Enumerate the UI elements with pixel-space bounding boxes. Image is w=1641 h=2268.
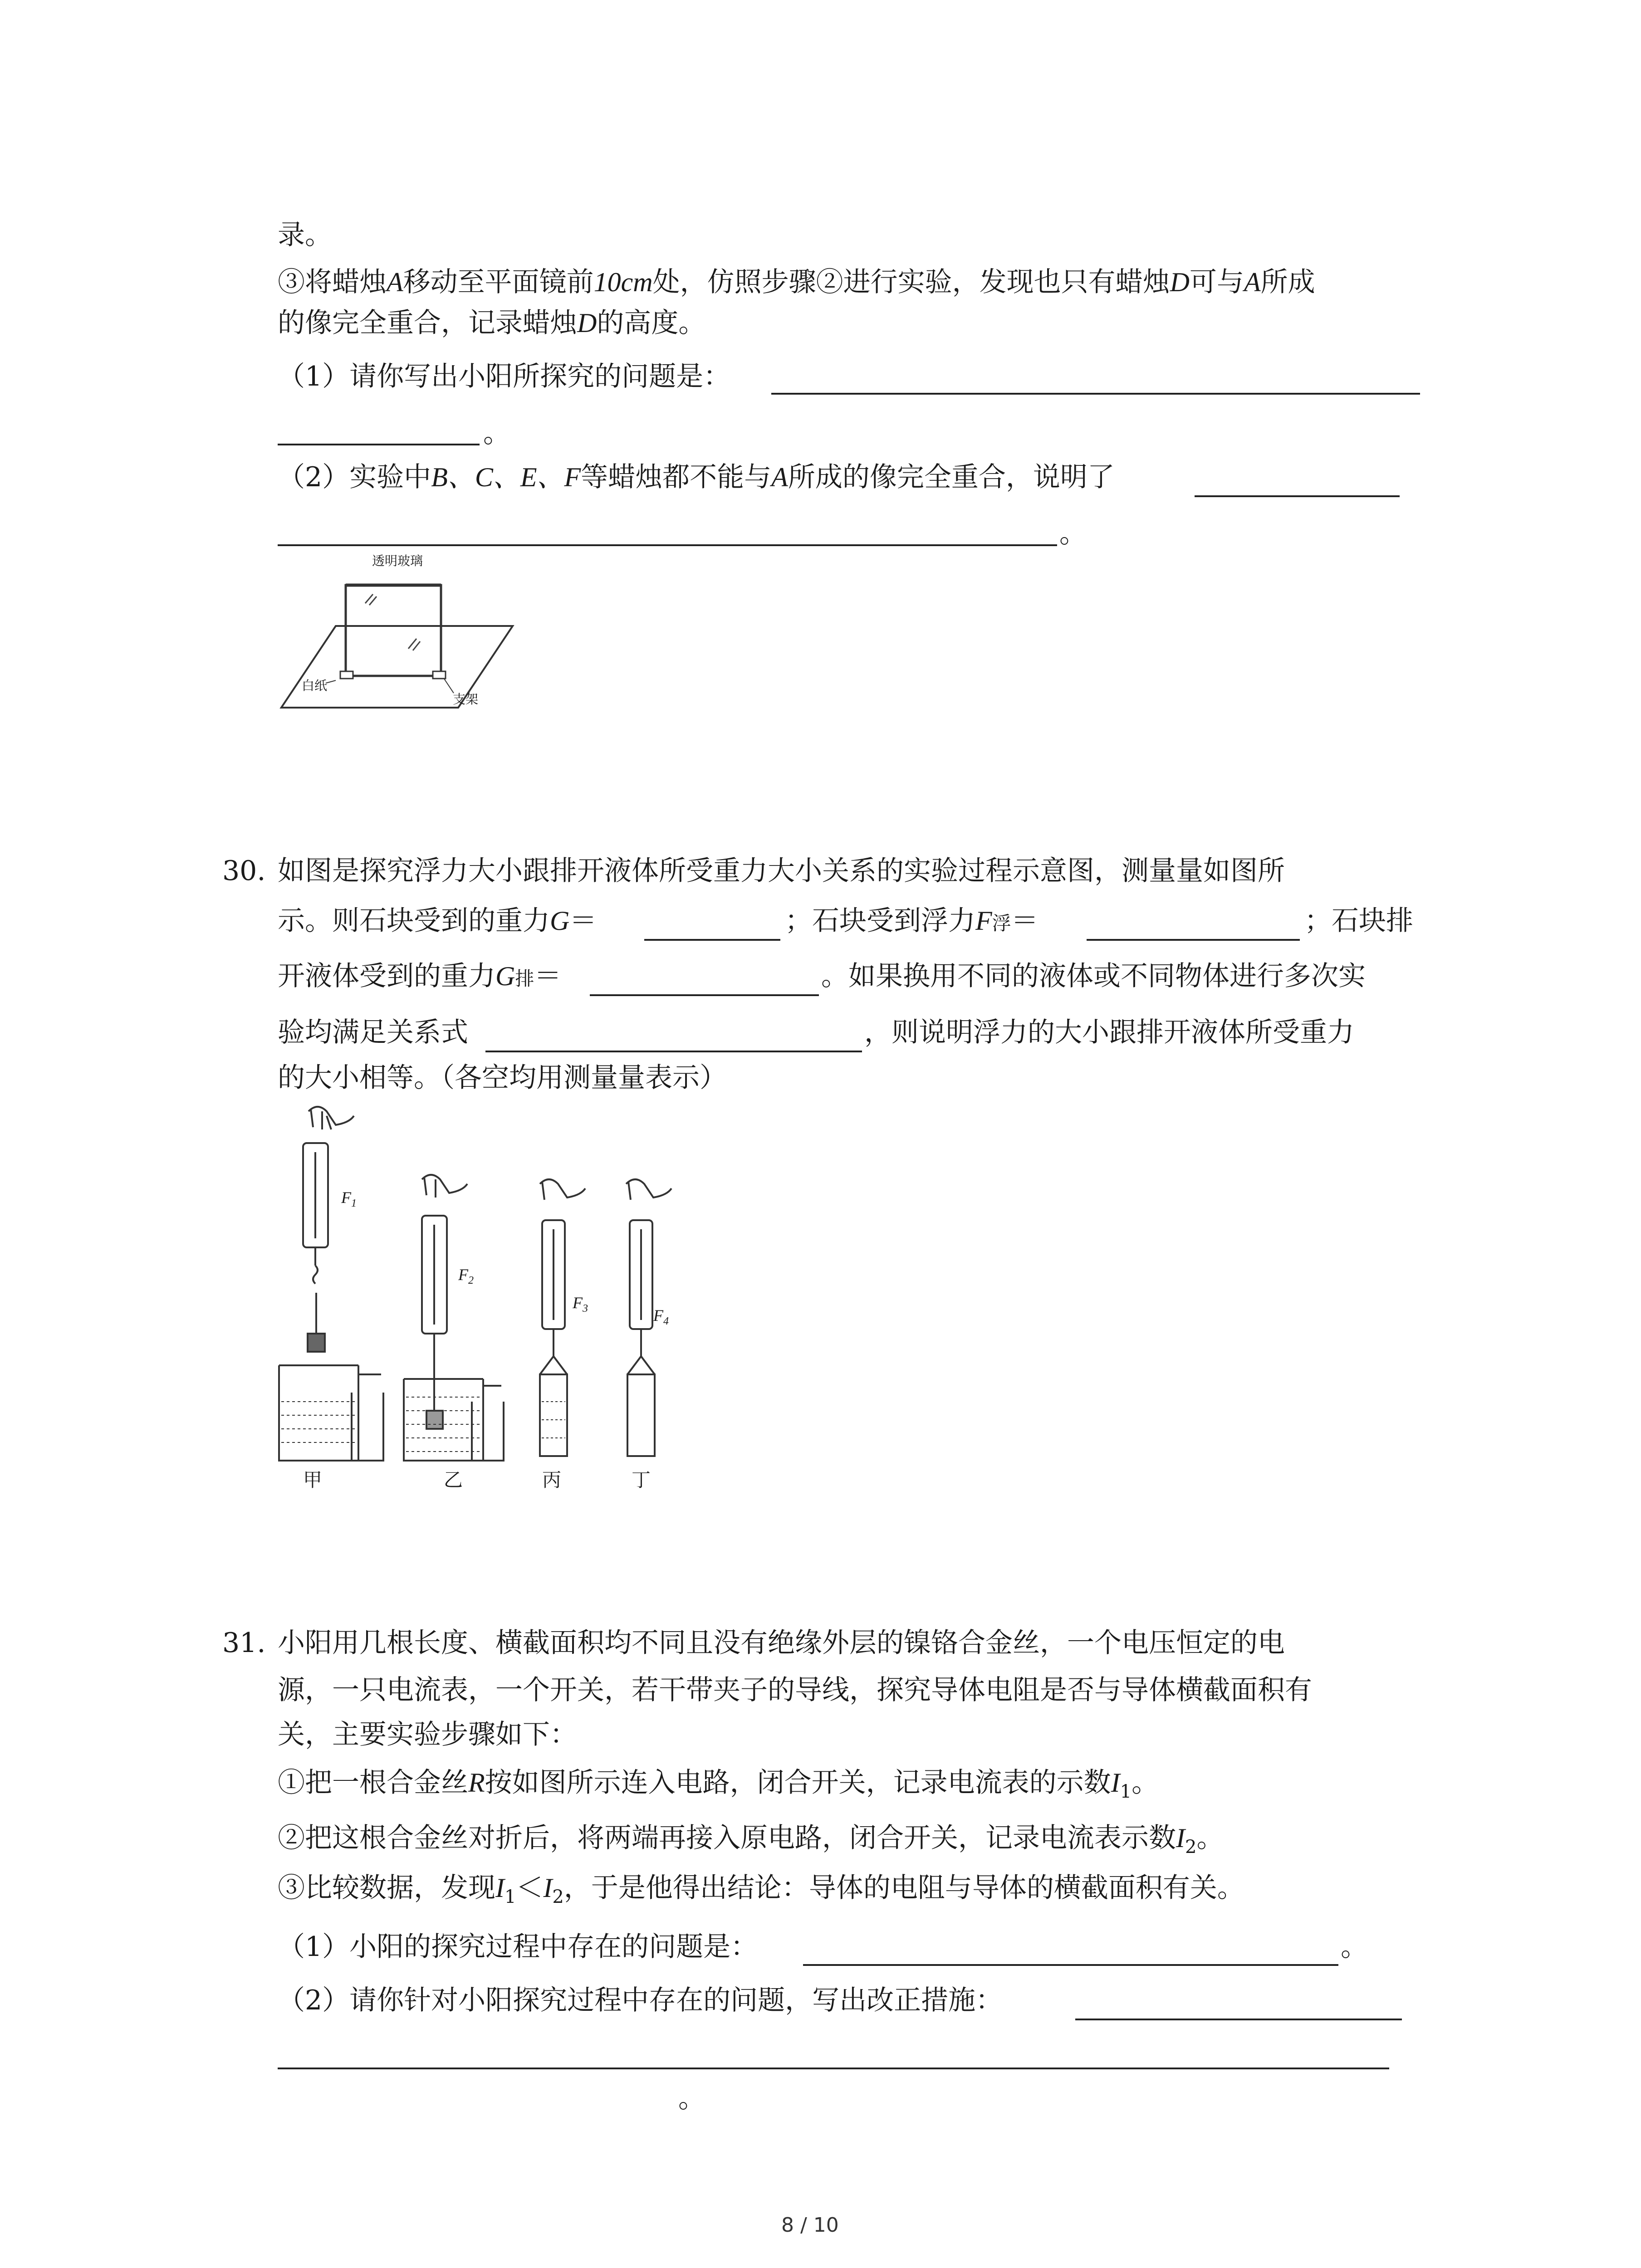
- q30-number: 30.: [222, 855, 266, 887]
- q31-step1: ①把一根合金丝R按如图所示连入电路，闭合开关，记录电流表的示数$I_1$。: [278, 1767, 1159, 1802]
- glass-pane: [346, 585, 441, 676]
- q29-step3-line2: 的像完全重合，记录蜡烛D的高度。: [278, 307, 706, 339]
- label-F1: $F_1$: [341, 1188, 357, 1210]
- q30-blank-relation[interactable]: [485, 1051, 862, 1052]
- q30-line3: 开液体受到的重力G排＝: [278, 960, 562, 992]
- q31-line1: 小阳用几根长度、横截面积均不同且没有绝缘外层的镍铬合金丝，一个电压恒定的电: [278, 1627, 1285, 1659]
- q31-sub1: （1）小阳的探究过程中存在的问题是：: [278, 1931, 758, 1963]
- q31-step3: ③比较数据，发现$I_1<I_2$，于是他得出结论：导体的电阻与导体的横截面积有关。: [278, 1872, 1244, 1907]
- caption-bing: 丙: [542, 1469, 562, 1491]
- q29-step3-line1: ③将蜡烛A移动至平面镜前10cm处，仿照步骤②进行实验，发现也只有蜡烛D可与A所成: [278, 266, 1315, 298]
- q29-sub1-blank-b[interactable]: [278, 444, 480, 445]
- hand-3: [540, 1179, 585, 1200]
- q30-line4-b: ，则说明浮力的大小跟排开液体所受重力: [864, 1017, 1354, 1048]
- caption-yi: 乙: [444, 1469, 463, 1491]
- label-F2: $F_2$: [458, 1266, 474, 1287]
- q30-line1: 如图是探究浮力大小跟排开液体所受重力大小关系的实验过程示意图，测量量如图所: [278, 855, 1285, 887]
- overflow-can-2: [404, 1379, 501, 1461]
- label-paper: 白纸: [302, 678, 328, 693]
- q29-sub2-blank-a[interactable]: [1195, 495, 1400, 497]
- beaker-2: [472, 1402, 504, 1461]
- stone-1: [308, 1334, 325, 1352]
- stand-right: [433, 671, 446, 679]
- q29-sub2: （2）实验中B、C、E、F等蜡烛都不能与A所成的像完全重合，说明了: [278, 461, 1115, 493]
- q29-sub2-end: 。: [1059, 518, 1087, 549]
- page-number: 8 / 10: [781, 2214, 839, 2237]
- label-F3: $F_3$: [573, 1294, 588, 1315]
- label-F4: $F_4$: [653, 1306, 669, 1328]
- q30-blank-Gpai[interactable]: [590, 994, 819, 996]
- q29-sub2-blank-b[interactable]: [278, 544, 1057, 546]
- q30-line2: 示。则石块受到的重力G＝: [278, 905, 597, 937]
- q31-line3: 关，主要实验步骤如下：: [278, 1719, 577, 1750]
- label-stand: 支架: [453, 692, 479, 707]
- q31-sub1-end: 。: [1341, 1931, 1368, 1963]
- buoyancy-figure: [272, 1102, 681, 1479]
- q30-line2-b: ；石块受到浮力F浮＝: [785, 905, 1038, 937]
- bucket-4: [627, 1356, 655, 1456]
- q31-sub1-blank[interactable]: [803, 1964, 1338, 1966]
- bucket-3: [540, 1356, 567, 1456]
- q31-sub2-end: 。: [678, 2082, 705, 2114]
- q30-line2-c: ；石块排: [1304, 905, 1413, 937]
- overflow-can-1: [279, 1365, 381, 1461]
- q29-sub1: （1）请你写出小阳所探究的问题是：: [278, 361, 731, 392]
- q31-sub2-blank-b[interactable]: [278, 2068, 1389, 2069]
- q30-line3-b: 。如果换用不同的液体或不同物体进行多次实: [821, 960, 1366, 992]
- hand-4: [626, 1179, 671, 1200]
- label-glass: 透明玻璃: [372, 553, 423, 568]
- q30-blank-G[interactable]: [644, 939, 780, 941]
- q30-line4: 验均满足关系式: [278, 1017, 468, 1048]
- q31-line2: 源，一只电流表，一个开关，若干带夹子的导线，探究导体电阻是否与导体横截面积有: [278, 1674, 1312, 1706]
- stand-left: [340, 671, 353, 679]
- q29-sub1-blank-a[interactable]: [771, 393, 1420, 395]
- stone-2: [426, 1411, 443, 1429]
- caption-jia: 甲: [303, 1469, 323, 1491]
- q31-step2: ②把这根合金丝对折后，将两端再接入原电路，闭合开关，记录电流表示数$I_2$。: [278, 1822, 1224, 1857]
- hand-1: [309, 1107, 354, 1129]
- caption-ding: 丁: [632, 1469, 651, 1491]
- q30-blank-Ffu[interactable]: [1087, 939, 1300, 941]
- q29-line-cont: 录。: [278, 219, 332, 251]
- hand-2: [422, 1175, 467, 1198]
- q30-line5: 的大小相等。（各空均用测量量表示）: [278, 1062, 727, 1094]
- beaker-1: [352, 1393, 383, 1461]
- q31-number: 31.: [222, 1627, 266, 1659]
- q29-sub1-end: 。: [483, 417, 510, 449]
- q31-sub2: （2）请你针对小阳探究过程中存在的问题，写出改正措施：: [278, 1984, 1003, 2016]
- q31-sub2-blank-a[interactable]: [1075, 2019, 1402, 2020]
